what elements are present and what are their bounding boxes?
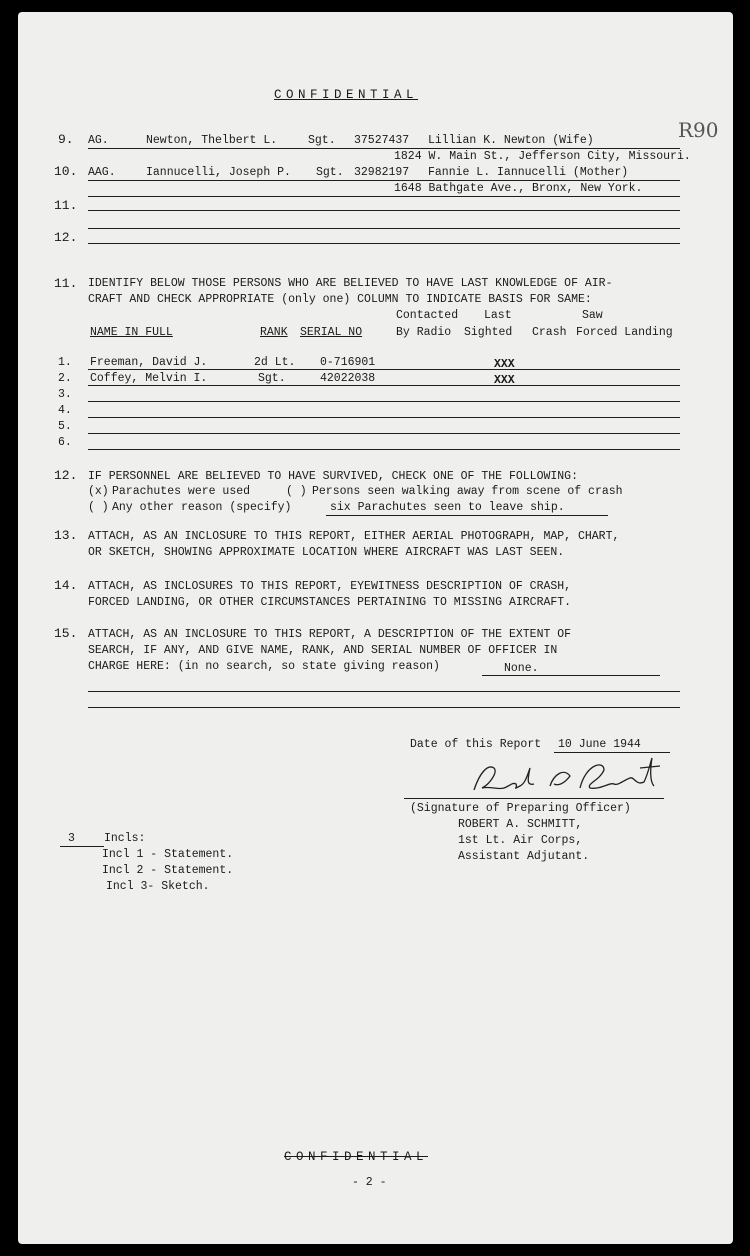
crew-position: AAG. (88, 166, 116, 179)
column-header: Crash (532, 326, 567, 339)
crew-row-num: 10. (54, 164, 78, 179)
section-text: IF PERSONNEL ARE BELIEVED TO HAVE SURVIVED, CHECK ONE OF THE FOLLOWING: (88, 470, 578, 483)
section-text: OR SKETCH, SHOWING APPROXIMATE LOCATION WHERE AIRCRAFT WAS LAST SEEN. (88, 546, 565, 559)
document-page (18, 12, 733, 1244)
section-text: CHARGE HERE: (in no search, so state giving reason) (88, 660, 440, 673)
inclosure-count: 3 (68, 832, 75, 845)
column-header: By Radio (396, 326, 452, 339)
row-number: 1. (58, 356, 72, 369)
person-serial: 0-716901 (320, 356, 376, 369)
inclosure-item: Incl 1 - Statement. (102, 848, 234, 861)
officer-name: ROBERT A. SCHMITT, (458, 818, 583, 831)
section-number: 11. (54, 276, 78, 291)
section-text: CRAFT AND CHECK APPROPRIATE (only one) COLUMN TO INDICATE BASIS FOR SAME: (88, 293, 592, 306)
other-reason-value: six Parachutes seen to leave ship. (330, 501, 565, 514)
row-number: 5. (58, 420, 72, 433)
checkbox-parachutes[interactable]: (x) (88, 485, 109, 498)
search-value: None. (504, 662, 539, 675)
officer-title: Assistant Adjutant. (458, 850, 590, 863)
row-number: 6. (58, 436, 72, 449)
section-text: IDENTIFY BELOW THOSE PERSONS WHO ARE BELIEVED TO HAVE LAST KNOWLEDGE OF AIR- (88, 277, 613, 290)
page-number: - 2 - (352, 1176, 387, 1189)
report-date-value: 10 June 1944 (558, 738, 641, 751)
crew-next-of-kin: Fannie L. Iannucelli (Mother) (428, 166, 629, 179)
section-text: SEARCH, IF ANY, AND GIVE NAME, RANK, AND SERIAL NUMBER OF OFFICER IN (88, 644, 558, 657)
crew-row-num: 9. (58, 132, 74, 147)
column-header: Forced Landing (576, 326, 673, 339)
person-name: Freeman, David J. (90, 356, 208, 369)
crew-name: Newton, Thelbert L. (146, 134, 278, 147)
option-label: Any other reason (specify) (112, 501, 292, 514)
column-header: Contacted (396, 309, 459, 322)
crew-serial: 32982197 (354, 166, 410, 179)
column-header: NAME IN FULL (90, 326, 173, 339)
crew-address: 1824 W. Main St., Jefferson City, Missouri. (394, 150, 691, 163)
person-serial: 42022038 (320, 372, 376, 385)
option-label: Parachutes were used (112, 485, 251, 498)
crew-address: 1648 Bathgate Ave., Bronx, New York. (394, 182, 643, 195)
checkbox-walking[interactable]: ( ) (286, 485, 307, 498)
section-text: ATTACH, AS AN INCLOSURE TO THIS REPORT, EITHER AERIAL PHOTOGRAPH, MAP, CHART, (88, 530, 620, 543)
crew-serial: 37527437 (354, 134, 410, 147)
column-header: RANK (260, 326, 288, 339)
classification-header: CONFIDENTIAL (274, 88, 419, 102)
sighted-mark: XXX (494, 358, 515, 371)
report-date-label: Date of this Report (410, 738, 542, 751)
officer-signature (454, 754, 664, 802)
person-rank: 2d Lt. (254, 356, 296, 369)
margin-note: R90 (678, 118, 719, 142)
crew-next-of-kin: Lillian K. Newton (Wife) (428, 134, 594, 147)
column-header: SERIAL NO (300, 326, 363, 339)
section-number: 14. (54, 578, 78, 593)
section-text: ATTACH, AS AN INCLOSURE TO THIS REPORT, A DESCRIPTION OF THE EXTENT OF (88, 628, 572, 641)
signature-caption: (Signature of Preparing Officer) (410, 802, 631, 815)
checkbox-other[interactable]: ( ) (88, 501, 109, 514)
inclosure-item: Incl 3- Sketch. (106, 880, 210, 893)
inclosure-item: Incl 2 - Statement. (102, 864, 234, 877)
row-number: 3. (58, 388, 72, 401)
person-rank: Sgt. (258, 372, 286, 385)
crew-position: AG. (88, 134, 109, 147)
section-number: 13. (54, 528, 78, 543)
inclosure-label: Incls: (104, 832, 146, 845)
crew-rank: Sgt. (308, 134, 336, 147)
section-text: ATTACH, AS INCLOSURES TO THIS REPORT, EYEWITNESS DESCRIPTION OF CRASH, (88, 580, 572, 593)
crew-rank: Sgt. (316, 166, 344, 179)
classification-footer: CONFIDENTIAL (284, 1150, 429, 1164)
column-header: Saw (582, 309, 603, 322)
column-header: Sighted (464, 326, 513, 339)
option-label: Persons seen walking away from scene of crash (312, 485, 623, 498)
person-name: Coffey, Melvin I. (90, 372, 208, 385)
column-header: Last (484, 309, 512, 322)
crew-row-num: 12. (54, 230, 78, 245)
sighted-mark: XXX (494, 374, 515, 387)
crew-row-num: 11. (54, 198, 78, 213)
section-text: FORCED LANDING, OR OTHER CIRCUMSTANCES PERTAINING TO MISSING AIRCRAFT. (88, 596, 572, 609)
row-number: 4. (58, 404, 72, 417)
section-number: 12. (54, 468, 78, 483)
officer-rank: 1st Lt. Air Corps, (458, 834, 583, 847)
section-number: 15. (54, 626, 78, 641)
crew-name: Iannucelli, Joseph P. (146, 166, 291, 179)
row-number: 2. (58, 372, 72, 385)
